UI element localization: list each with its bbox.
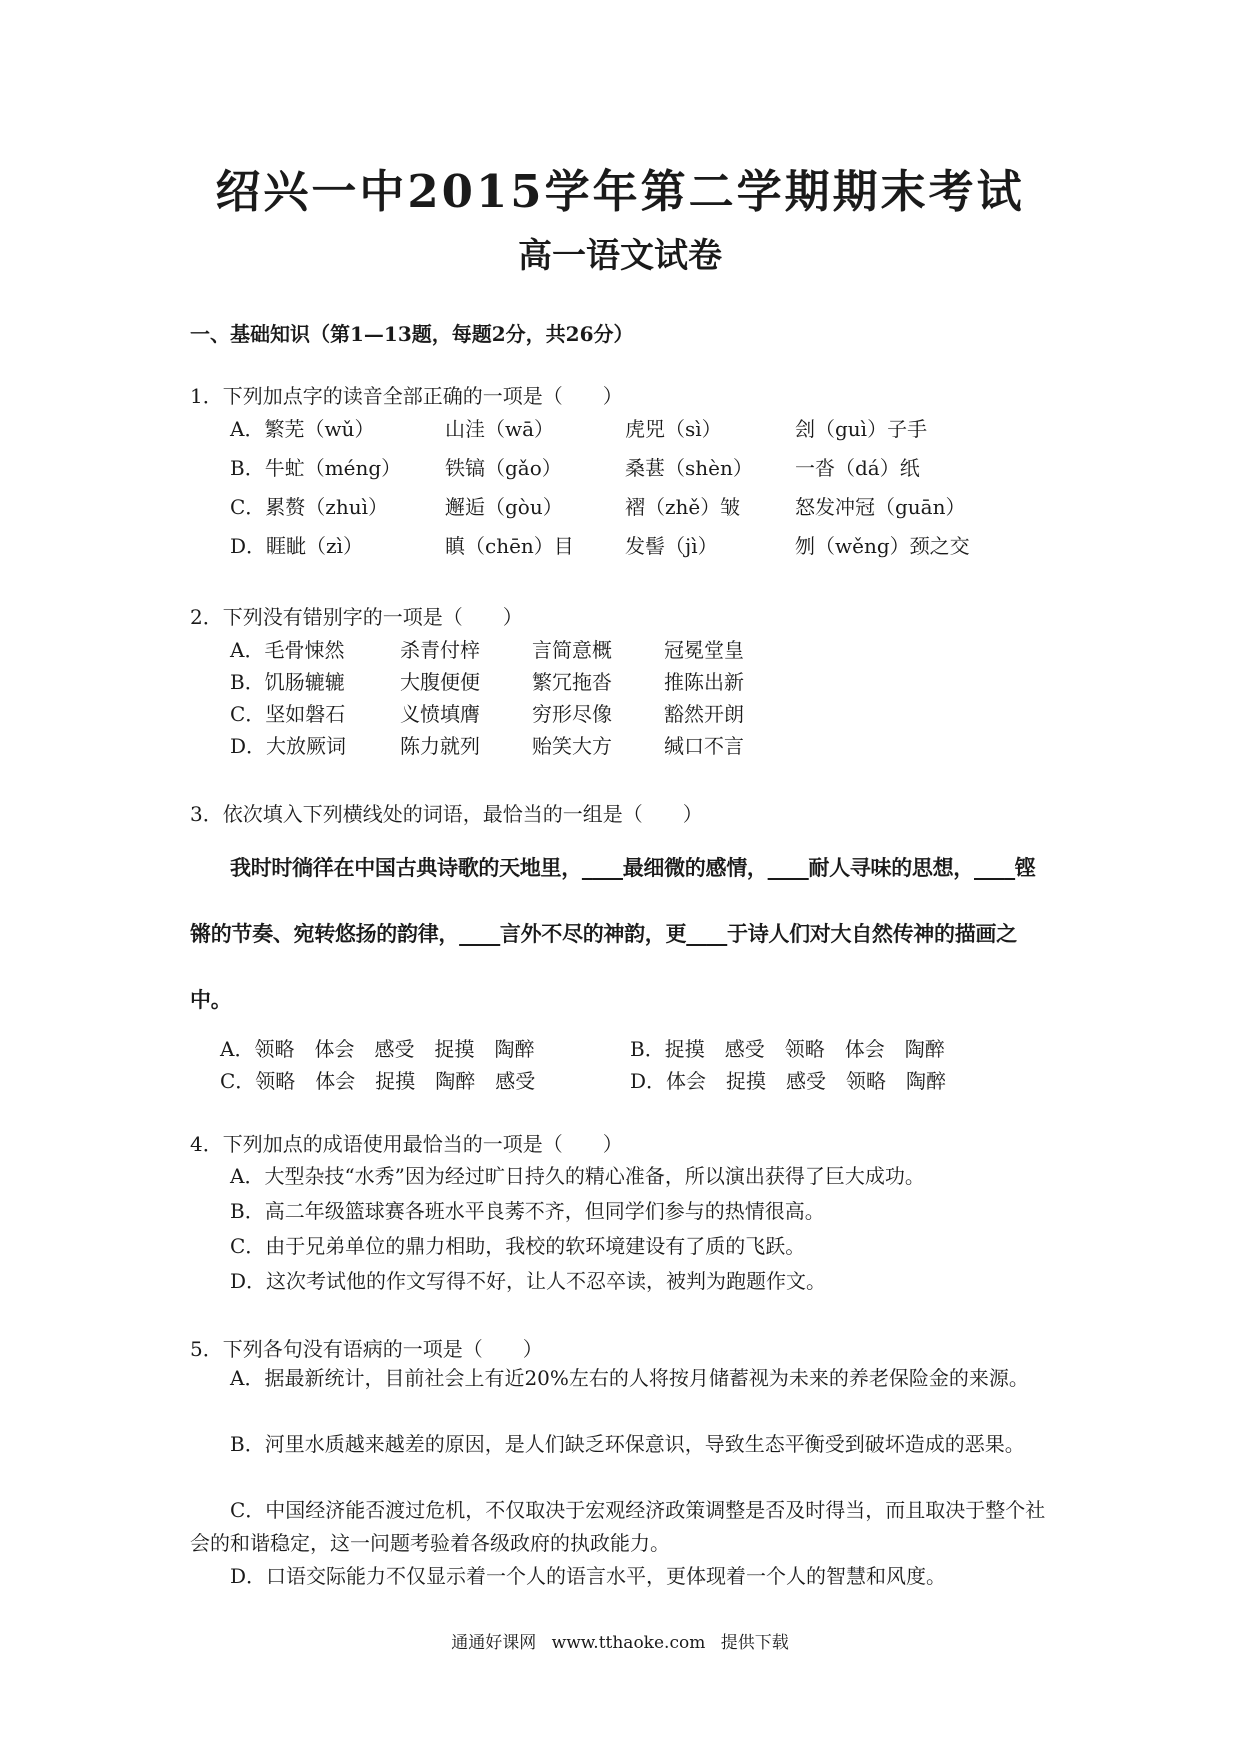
q1-option-c-3: 褶（zhě）皱 bbox=[625, 495, 741, 519]
page-footer bbox=[0, 1628, 1240, 1653]
q4-option-b: B．高二年级篮球赛各班水平良莠不齐，但同学们参与的热情很高。 bbox=[230, 1199, 825, 1223]
q5-option-b: B．河里水质越来越差的原因，是人们缺乏环保意识，导致生态平衡受到破坏造成的恶果。 bbox=[230, 1432, 1025, 1456]
q1-option-c-2: 邂逅（gòu） bbox=[445, 495, 563, 519]
q2-option-b-4: 推陈出新 bbox=[664, 670, 744, 694]
q1-option-c-4: 怒发冲冠（guān） bbox=[795, 495, 966, 519]
q2-option-c-3: 穷形尽像 bbox=[532, 702, 612, 726]
exam-title: 绍兴一中2015学年第二学期期末考试 bbox=[215, 165, 1025, 218]
q3-option-a: A．领略 体会 感受 捉摸 陶醉 bbox=[220, 1037, 535, 1061]
q2-option-c-4: 豁然开朗 bbox=[664, 702, 744, 726]
q4-option-a: A．大型杂技“水秀”因为经过旷日持久的精心准备，所以演出获得了巨大成功。 bbox=[230, 1164, 925, 1188]
q1-option-d-1: D．睚眦（zì） bbox=[230, 534, 363, 558]
question-5-stem: 5．下列各句没有语病的一项是（ ） bbox=[190, 1337, 543, 1361]
q1-option-d-2: 瞋（chēn）目 bbox=[445, 534, 574, 558]
q1-option-a-2: 山洼（wā） bbox=[445, 417, 555, 441]
q3-option-b: B．捉摸 感受 领略 体会 陶醉 bbox=[630, 1037, 945, 1061]
q1-option-a-4: 刽（guì）子手 bbox=[795, 417, 928, 441]
q3-passage-line-1: 我时时徜徉在中国古典诗歌的天地里，____最细微的感情，____耐人寻味的思想，____铿 bbox=[230, 855, 1036, 880]
q1-option-a-3: 虎兕（sì） bbox=[625, 417, 722, 441]
q2-option-d-2: 陈力就列 bbox=[400, 734, 480, 758]
q1-option-a-1: A．繁芜（wǔ） bbox=[230, 417, 375, 441]
q5-option-a: A．据最新统计，目前社会上有近20%左右的人将按月储蓄视为未来的养老保险金的来源。 bbox=[230, 1366, 1029, 1390]
q5-option-d: D．口语交际能力不仅显示着一个人的语言水平，更体现着一个人的智慧和风度。 bbox=[230, 1564, 947, 1588]
q2-option-b-1: B．饥肠辘辘 bbox=[230, 670, 345, 694]
q3-option-c: C．领略 体会 捉摸 陶醉 感受 bbox=[220, 1069, 536, 1093]
question-4-stem: 4．下列加点的成语使用最恰当的一项是（ ） bbox=[190, 1132, 623, 1156]
exam-subtitle: 高一语文试卷 bbox=[518, 236, 722, 276]
q1-option-d-3: 发髻（jì） bbox=[625, 534, 718, 558]
q2-option-d-4: 缄口不言 bbox=[664, 734, 744, 758]
q3-passage-line-3: 中。 bbox=[190, 987, 232, 1012]
q2-option-c-2: 义愤填膺 bbox=[400, 702, 480, 726]
q2-option-d-1: D．大放厥词 bbox=[230, 734, 347, 758]
q2-option-a-2: 杀青付梓 bbox=[400, 638, 480, 662]
q1-option-b-1: B．牛虻（méng） bbox=[230, 456, 402, 480]
q2-option-b-2: 大腹便便 bbox=[400, 670, 480, 694]
section-heading: 一、基础知识（第1—13题，每题2分，共26分） bbox=[190, 322, 634, 346]
q1-option-d-4: 刎（wěng）颈之交 bbox=[795, 534, 970, 558]
q1-option-c-1: C．累赘（zhuì） bbox=[230, 495, 388, 519]
q2-option-d-3: 贻笑大方 bbox=[532, 734, 612, 758]
q4-option-d: D．这次考试他的作文写得不好，让人不忍卒读，被判为跑题作文。 bbox=[230, 1269, 827, 1293]
q4-option-c: C．由于兄弟单位的鼎力相助，我校的软环境建设有了质的飞跃。 bbox=[230, 1234, 806, 1258]
q1-option-b-2: 铁镐（gǎo） bbox=[445, 456, 562, 480]
q5-option-c: C．中国经济能否渡过危机，不仅取决于宏观经济政策调整是否及时得当，而且取决于整个社会的和谐稳定，这一问题考验着各级政府的执政能力。 bbox=[190, 1498, 1046, 1555]
footer-url: www.tthaoke.com bbox=[551, 1633, 706, 1653]
q2-option-a-1: A．毛骨悚然 bbox=[230, 638, 345, 662]
footer-suffix: 提供下载 bbox=[720, 1633, 789, 1653]
q2-option-b-3: 繁冗拖沓 bbox=[532, 670, 612, 694]
q3-passage-line-2: 锵的节奏、宛转悠扬的韵律，____言外不尽的神韵，更____于诗人们对大自然传神的描画之 bbox=[190, 921, 1017, 946]
q3-option-d: D．体会 捉摸 感受 领略 陶醉 bbox=[630, 1069, 947, 1093]
q1-option-b-4: 一沓（dá）纸 bbox=[795, 456, 920, 480]
q2-option-a-3: 言简意概 bbox=[532, 638, 612, 662]
q1-option-b-3: 桑葚（shèn） bbox=[625, 456, 753, 480]
question-1-stem: 1．下列加点字的读音全部正确的一项是（ ） bbox=[190, 384, 623, 408]
q2-option-a-4: 冠冕堂皇 bbox=[664, 638, 744, 662]
q2-option-c-1: C．坚如磐石 bbox=[230, 702, 346, 726]
footer-site-name: 通通好课网 bbox=[451, 1633, 537, 1653]
question-2-stem: 2．下列没有错别字的一项是（ ） bbox=[190, 605, 523, 629]
question-3-stem: 3．依次填入下列横线处的词语，最恰当的一组是（ ） bbox=[190, 802, 703, 826]
